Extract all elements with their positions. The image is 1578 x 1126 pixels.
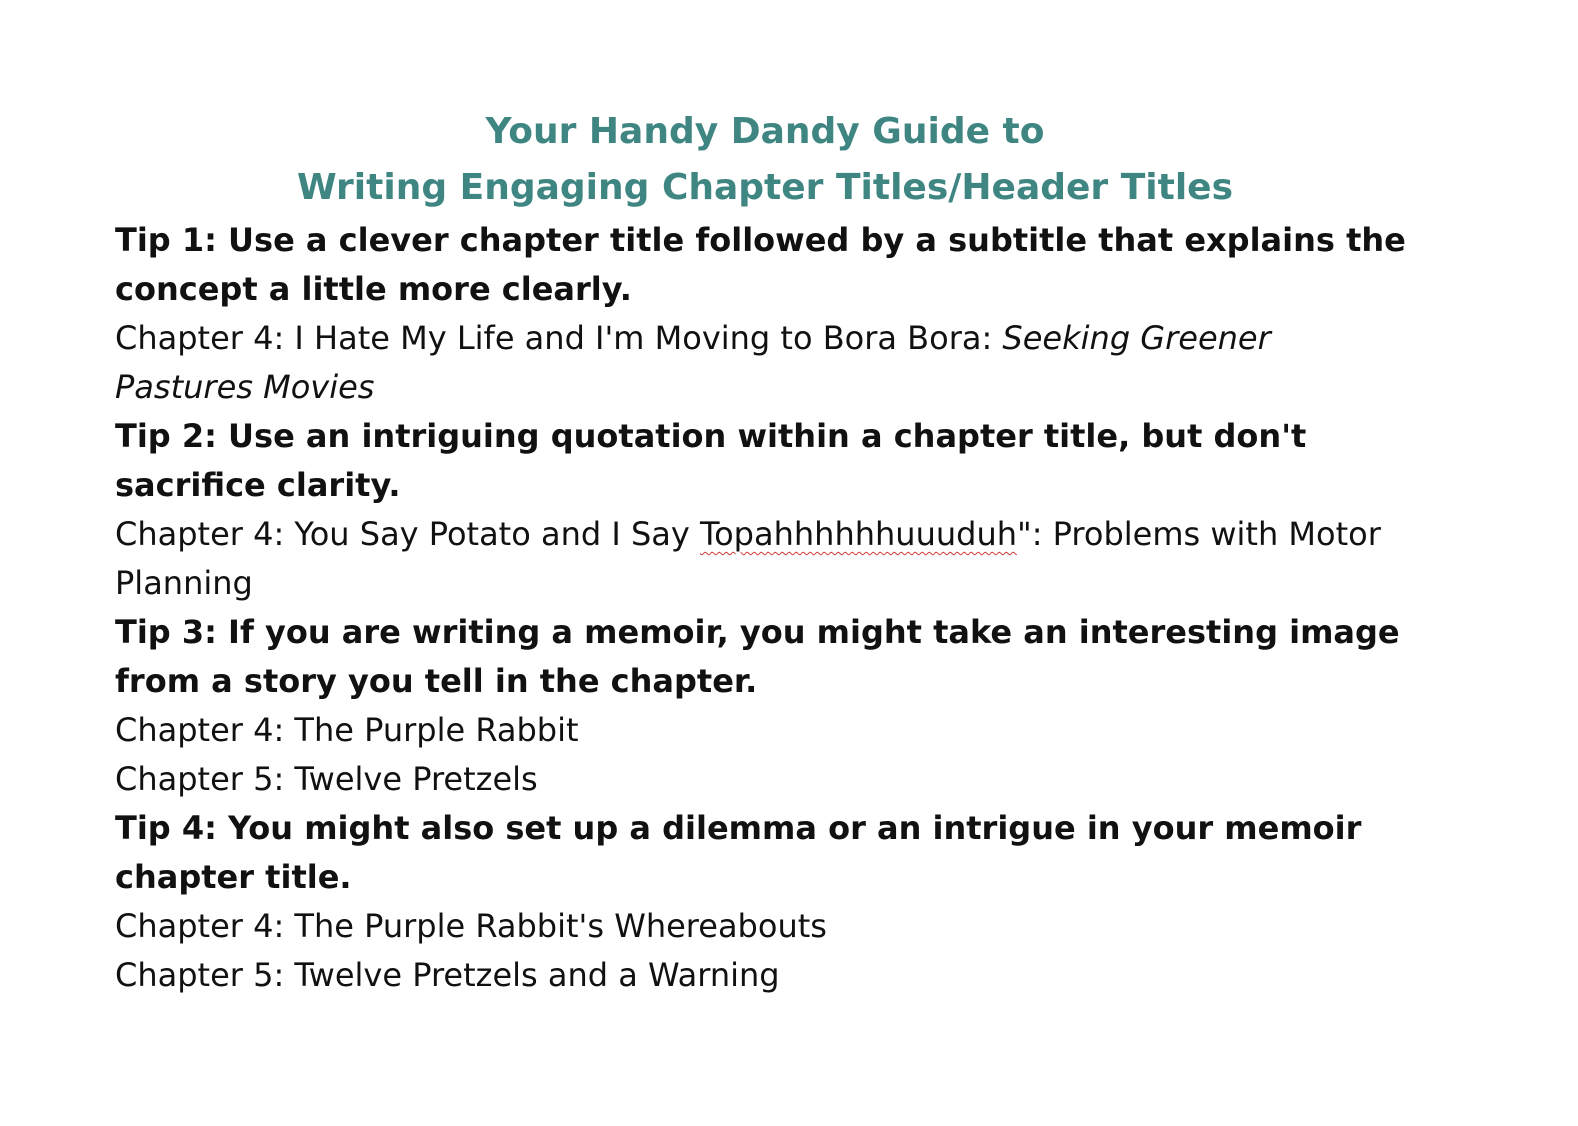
tip-3-example-2: Chapter 5: Twelve Pretzels (115, 760, 538, 798)
tip-4-heading: Tip 4: You might also set up a dilemma or an intrigue in your memoir chapter title. (115, 809, 1362, 896)
tip-4-example-1: Chapter 4: The Purple Rabbit's Whereabouts (115, 907, 827, 945)
tip-1-example-subtitle: Seeking Greener Pastures Movies (115, 319, 1271, 406)
title-line-2: Writing Engaging Chapter Titles/Header Titles (296, 167, 1234, 208)
document-title (0, 104, 1530, 216)
tip-2-heading: Tip 2: Use an intriguing quotation within a chapter title, but don't sacrifice clarity. (115, 417, 1307, 504)
document-body (115, 216, 1415, 1000)
tip-2-example-text: Chapter 4: You Say Potato and I Say (115, 515, 700, 553)
tip-2-example-rest: ": Problems with Motor Planning (115, 515, 1381, 602)
tip-4-example-2: Chapter 5: Twelve Pretzels and a Warning (115, 956, 780, 994)
misspelled-word[interactable]: Topahhhhhhuuuduh (699, 515, 1017, 553)
tip-1-heading: Tip 1: Use a clever chapter title followed by a subtitle that explains the concept a little more clearly. (115, 221, 1406, 308)
tip-1-example-text: Chapter 4: I Hate My Life and I'm Moving to Bora Bora: (115, 319, 1003, 357)
tip-3-heading: Tip 3: If you are writing a memoir, you might take an interesting image from a story you tell in the chapter. (115, 613, 1400, 700)
tip-3-example-1: Chapter 4: The Purple Rabbit (115, 711, 579, 749)
title-line-1: Your Handy Dandy Guide to (485, 111, 1045, 152)
tip-2-example (115, 510, 1415, 608)
tip-1-example (115, 314, 1415, 412)
